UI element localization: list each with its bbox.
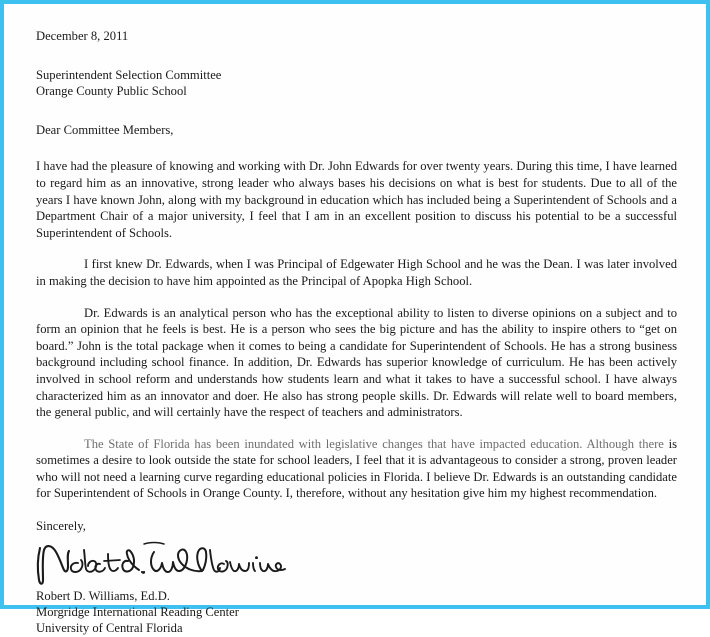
body-paragraph-3: Dr. Edwards is an analytical person who has the exceptional ability to listen to diverse opinions on a subject and to form an opinion that he feels is best. He is a person who sees the big picture and has the ability to inspire others to “get on board.” John is the total package when it comes to being a candidate for Superintendent of Schools. He has a strong business background including school finance. In addition, Dr. Edwards has superior knowledge of curriculum. He has been actively involved in school reform and understands how students learn and what it takes to have a successful school. I have always characterized him as an innovator and doer. He also has strong people skills. Dr. Edwards will relate well to board members, the general public, and will certainly have the respect of teachers and administrators.	[36, 305, 677, 420]
letter-salutation: Dear Committee Members,	[36, 122, 174, 137]
faded-first-line: The State of Florida has been inundated with legislative changes that have impacted education. Although there	[84, 436, 664, 451]
body-paragraph-2: I first knew Dr. Edwards, when I was Principal of Edgewater High School and he was the Dean. I was later involved in making the decision to have him appointed as the Principal of Apopka High School.	[36, 257, 677, 288]
body-paragraph-1: I have had the pleasure of knowing and working with Dr. John Edwards for over twenty years. During this time, I have learned to regard him as an innovative, strong leader who always bases his decisions on what is best for students. Due to all of the years I have known John, along with my background in education which has included being a Superintendent of Schools and a Department Chair of a major university, I feel that I am in an excellent position to discuss his potential to be a successful Superintendent of Schools.	[36, 159, 677, 240]
recipient-address-block	[36, 67, 677, 100]
signature-area	[34, 536, 677, 588]
recipient-organization-line: Orange County Public School	[36, 84, 187, 99]
letter-page	[7, 7, 703, 636]
signer-organization: Morgridge International Reading Center	[36, 605, 239, 620]
signer-block	[36, 588, 677, 637]
handwritten-signature-icon	[34, 536, 334, 588]
letter-closing: Sincerely,	[36, 519, 86, 534]
body-paragraph-4-rest: is sometimes a desire to look outside the state for school leaders, I feel that it is advantageous to consider a strong, proven leader who will not need a learning curve regarding educational policies in Florida. I believe Dr. Edwards is an outstanding candidate for Superintendent of Schools in Orange County. I, therefore, without any hesitation give him my highest recommendation.	[36, 436, 677, 501]
signer-name: Robert D. Williams, Ed.D.	[36, 588, 170, 603]
body-paragraph-4	[36, 436, 677, 502]
recipient-committee-line: Superintendent Selection Committee	[36, 67, 222, 82]
signer-institution: University of Central Florida	[36, 621, 183, 636]
letter-date: December 8, 2011	[36, 29, 129, 43]
